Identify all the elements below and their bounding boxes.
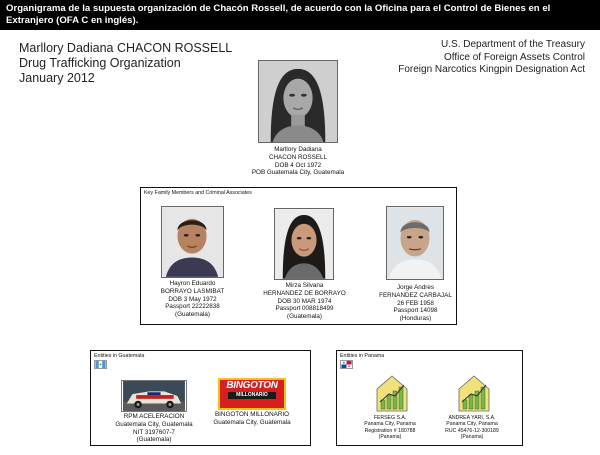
bingoton-logo-text: BINGOTON xyxy=(226,380,278,391)
member-3-passport: Passport 14098 xyxy=(393,307,438,315)
member-2-surnames: HERNANDEZ DE BORRAYO xyxy=(263,289,346,297)
chart-title-org: Drug Trafficking Organization xyxy=(19,56,181,70)
andrea-yari-country: (Panama) xyxy=(460,434,484,441)
bingoton-city: Guatemala City, Guatemala xyxy=(213,418,291,426)
member-1-caption xyxy=(136,280,249,319)
member-1-country: (Guatemala) xyxy=(175,311,210,319)
agency-office: Office of Foreign Assets Control xyxy=(444,51,585,63)
ferseg-company-chart-icon xyxy=(375,374,409,412)
member-2-country: (Guatemala) xyxy=(287,313,322,321)
guatemala-flag-icon xyxy=(94,360,107,369)
race-car-logo-icon xyxy=(121,380,187,412)
member-1-passport: Passport 22222838 xyxy=(165,303,220,311)
andrea-yari-name: ANDREA YARI, S.A. xyxy=(448,415,496,421)
member-2-dob: DOB 30 MAR 1974 xyxy=(277,297,332,305)
member-1-dob: DOB 3 May 1972 xyxy=(168,295,217,303)
andrea-yari-company-chart-icon xyxy=(457,374,491,412)
principal-surnames: CHACON ROSSELL xyxy=(268,153,328,161)
ferseg-registration: Registration # 180788 xyxy=(364,427,416,434)
member-1-surnames: BORRAYO LASMIBAT xyxy=(160,287,225,295)
rpm-aceleracion-country: (Guatemala) xyxy=(136,436,172,444)
member-3-portrait-man-icon xyxy=(386,206,444,280)
chart-title-block xyxy=(19,41,232,86)
panama-entities-box xyxy=(336,350,523,446)
guatemala-box-label: Entities in Guatemala xyxy=(94,353,145,359)
image-caption: Organigrama de la supuesta organización de Chacón Rossell, de acuerdo con la Oficina para el Control de Bienes en el Extranjero (OFA C en inglés). xyxy=(0,0,600,30)
member-2-given-names: Mirza Silvana xyxy=(285,282,324,289)
member-1-portrait-man-icon xyxy=(161,206,224,278)
member-3-surnames: FERNANDEZ CARBAJAL xyxy=(379,291,452,299)
andrea-yari-caption xyxy=(422,415,522,441)
principal-given-names: Marllory Dadiana xyxy=(274,146,322,153)
agency-act: Foreign Narcotics Kingpin Designation Act xyxy=(398,64,585,75)
ferseg-name: FERSEG S.A. xyxy=(373,415,407,421)
member-2-passport: Passport 008818499 xyxy=(275,305,334,313)
rpm-aceleracion-nit: NIT 3197607-7 xyxy=(133,428,175,436)
principal-caption xyxy=(228,146,368,177)
member-2-portrait-woman-icon xyxy=(274,208,334,280)
agency-department: U.S. Department of the Treasury xyxy=(441,39,585,50)
org-chart-sheet xyxy=(0,30,600,455)
member-3-caption xyxy=(359,284,472,323)
bingoton-name: BINGOTON MILLONARIO xyxy=(214,411,290,418)
bingoton-caption xyxy=(194,411,310,427)
andrea-yari-ruc: RUC 45476-12-300189 xyxy=(445,427,499,434)
ferseg-city: Panama City, Panama xyxy=(364,421,416,428)
andrea-yari-city: Panama City, Panama xyxy=(446,421,498,428)
panama-flag-icon xyxy=(340,360,353,369)
chart-title-date: January 2012 xyxy=(19,71,95,85)
agency-block xyxy=(398,39,585,77)
member-2-caption xyxy=(248,282,361,321)
rpm-aceleracion-city: Guatemala City, Guatemala xyxy=(115,420,193,428)
member-3-dob: 26 FEB 1958 xyxy=(397,299,434,307)
member-1-given-names: Hayron Eduardo xyxy=(169,280,216,287)
bingoton-logo-subtext: MILLONARIO xyxy=(228,392,276,399)
member-3-country: (Honduras) xyxy=(399,315,432,323)
panama-box-label: Entities in Panama xyxy=(340,353,385,359)
chart-title-name: Marllory Dadiana CHACON ROSSELL xyxy=(19,41,233,55)
rpm-aceleracion-name: RPM ACELERACION xyxy=(123,413,185,420)
ferseg-country: (Panama) xyxy=(378,434,402,441)
member-3-given-names: Jorge Andres xyxy=(396,284,435,291)
guatemala-entities-box xyxy=(90,350,311,446)
family-associates-box xyxy=(140,187,457,325)
principal-dob: DOB 4 Oct 1972 xyxy=(274,161,322,169)
family-box-label: Key Family Members and Criminal Associates xyxy=(144,190,252,196)
principal-portrait-woman-icon xyxy=(258,60,338,143)
bingoton-logo-icon xyxy=(218,378,286,410)
principal-pob: POB Guatemala City, Guatemala xyxy=(251,169,345,177)
